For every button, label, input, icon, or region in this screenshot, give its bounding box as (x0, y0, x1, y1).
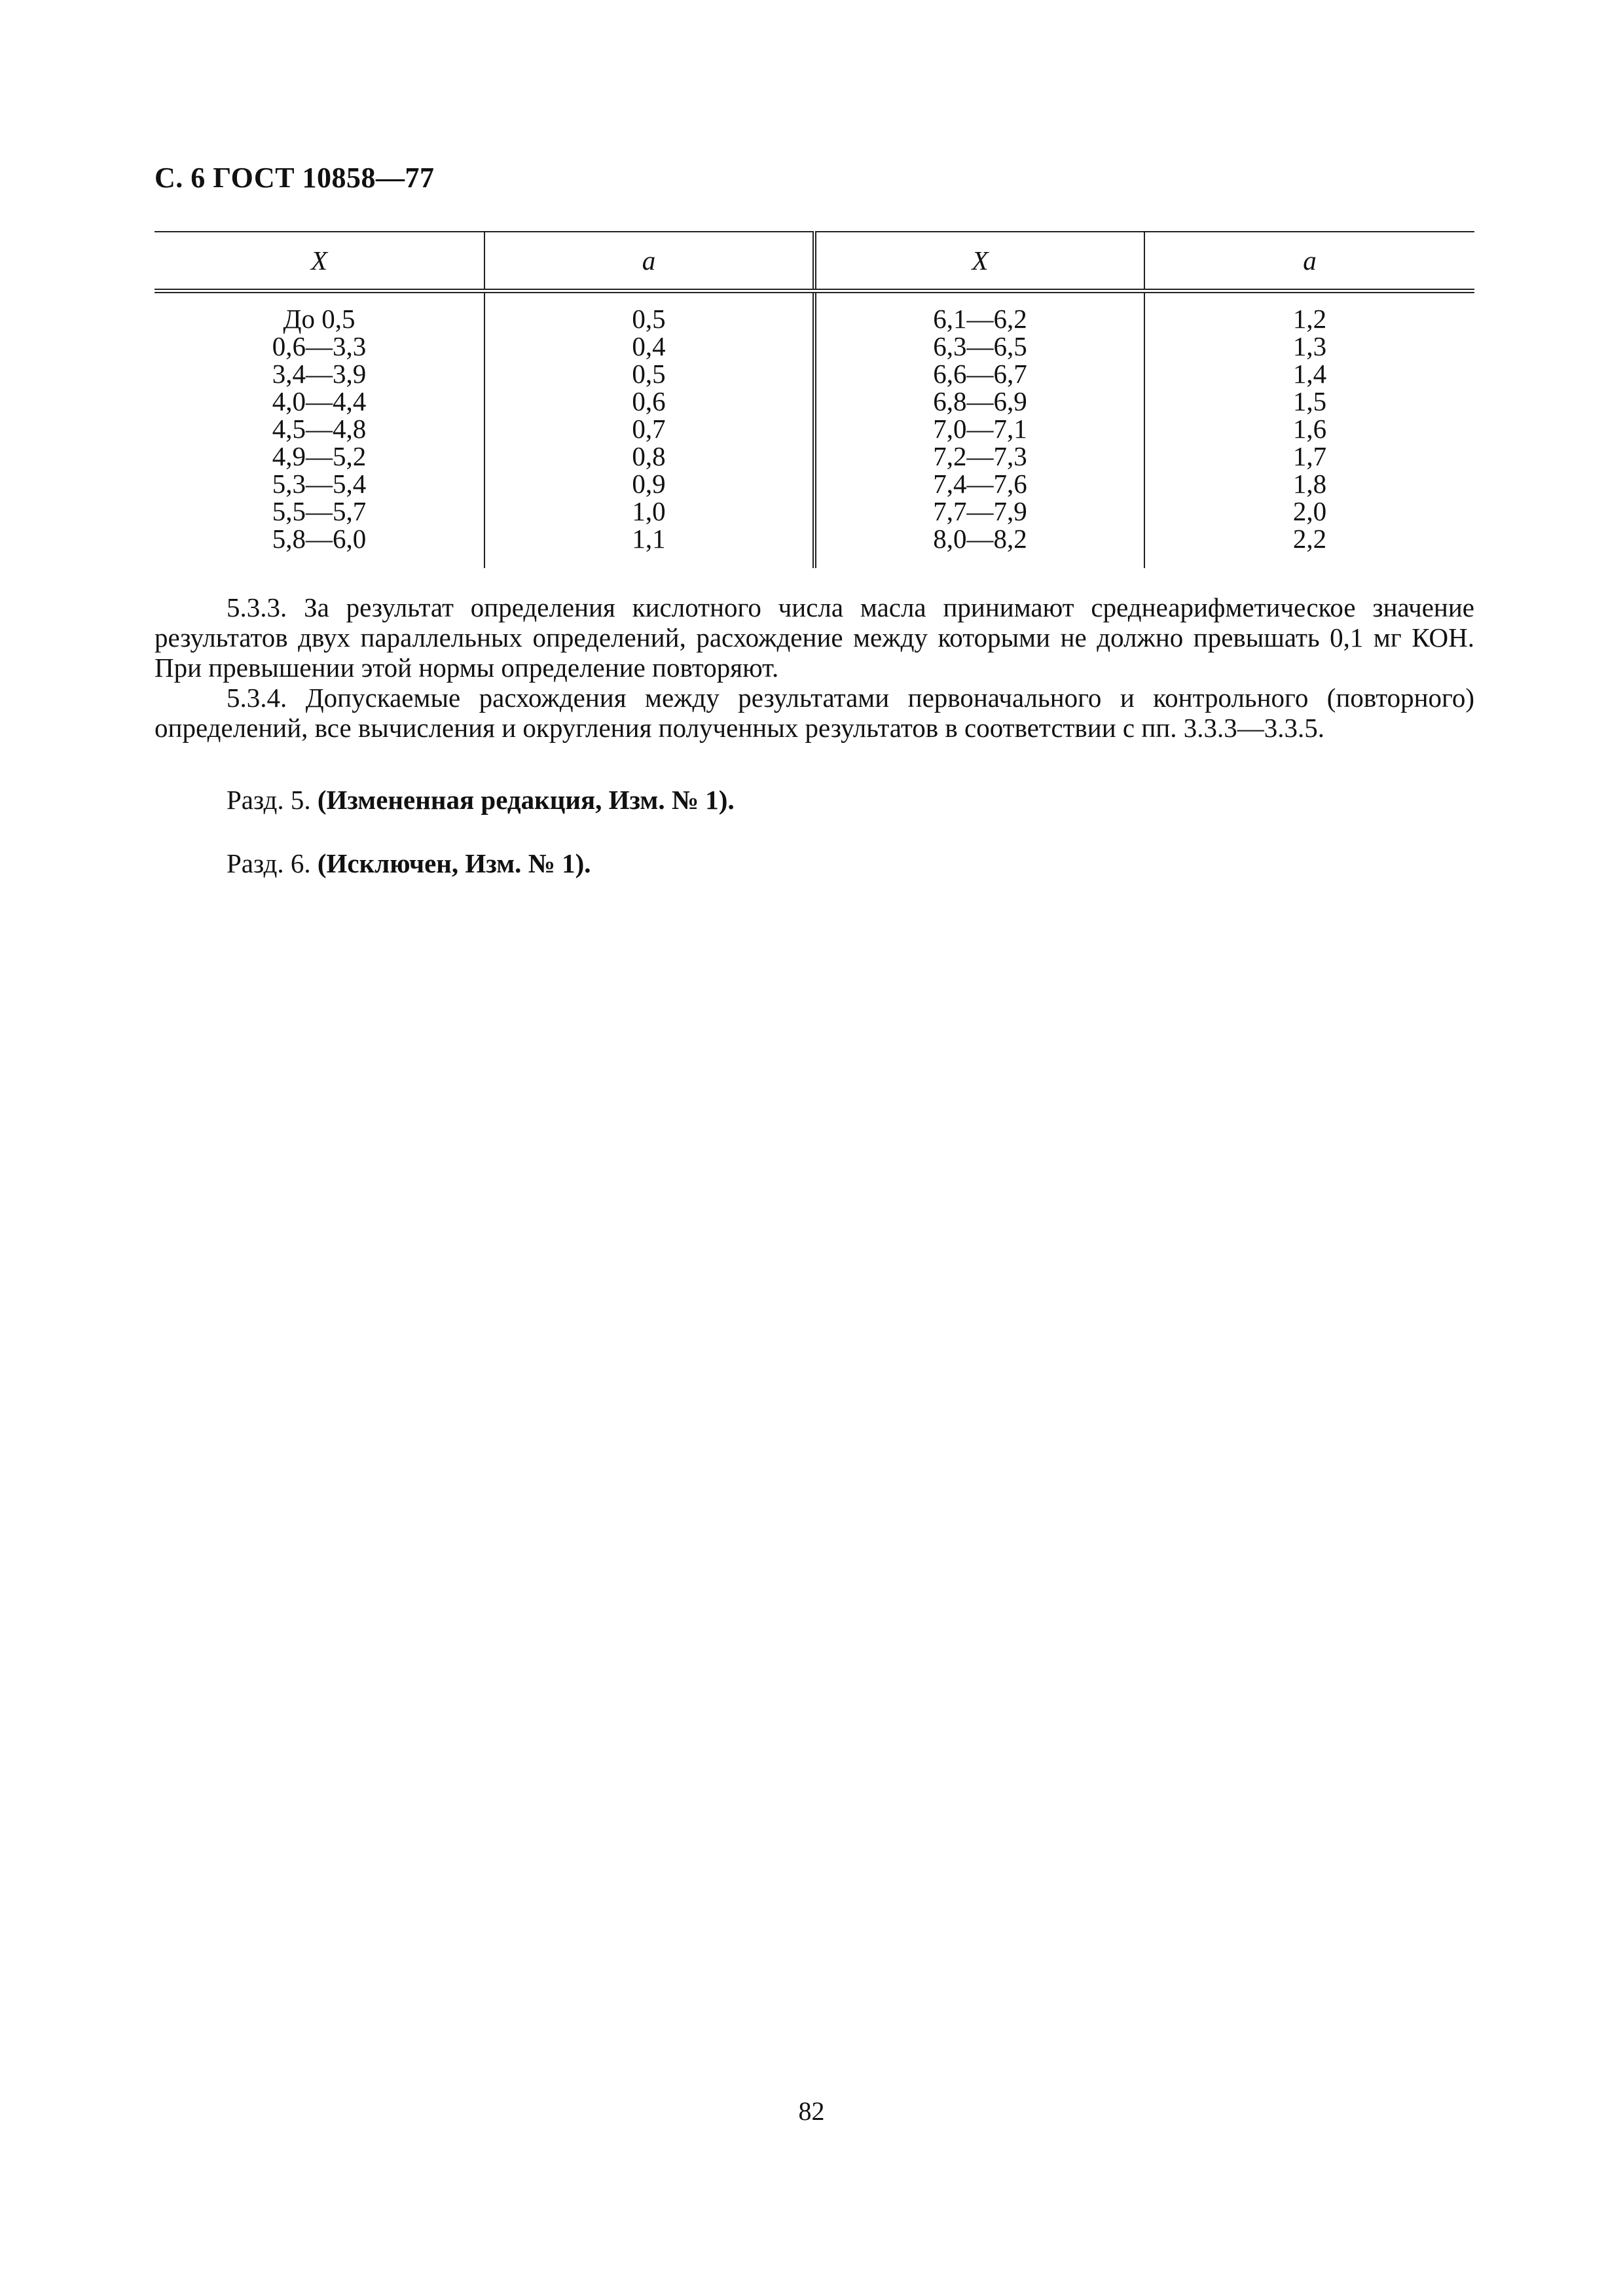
table-cell: 1,4 (1292, 359, 1327, 389)
table-cell: 5,5—5,7 (155, 497, 484, 525)
table-cell: 1,6 (1292, 414, 1327, 444)
table-header-row (155, 232, 1474, 291)
table-cell: 4,9—5,2 (155, 442, 484, 470)
amendment-note-section-5 (227, 784, 735, 816)
table-cell: 7,7—7,9 (814, 497, 1144, 525)
table-cell: 1,8 (1292, 469, 1327, 499)
table-cell: 8,0—8,2 (814, 525, 1144, 568)
table-cell: 6,1—6,2 (814, 291, 1144, 333)
table-cell: 7,2—7,3 (814, 442, 1144, 470)
table-cell: 0,6—3,3 (155, 332, 484, 360)
column-header-a: a (484, 232, 814, 291)
note-bold-text: (Измененная редакция, Изм. № 1). (317, 785, 735, 815)
table-cell: 0,5 (484, 291, 814, 333)
table-cell: 0,6 (484, 387, 814, 415)
column-header-x: X (155, 232, 484, 291)
table-cell: 1,5 (1292, 386, 1327, 416)
table-cell: 0,7 (484, 415, 814, 442)
note-bold-text: (Исключен, Изм. № 1). (317, 848, 591, 878)
table-cell: 6,3—6,5 (814, 332, 1144, 360)
table-cell: 0,9 (484, 470, 814, 497)
values-table-container (155, 231, 1474, 568)
table-cell: 6,8—6,9 (814, 387, 1144, 415)
body-text (155, 592, 1474, 743)
table-row (155, 525, 1474, 568)
paragraph-5-3-4: 5.3.4. Допускаемые расхождения между результатами первоначального и контрольного (повторного) определений, все вычисления и округления полученных результатов в соответствии с пп. 3.3.3—3.3.5. (155, 683, 1474, 743)
table-cell: 2,0 (1292, 496, 1327, 526)
table-row (155, 291, 1474, 333)
note-prefix: Разд. 6. (227, 848, 311, 878)
values-table (155, 231, 1474, 568)
table-cell: 7,0—7,1 (814, 415, 1144, 442)
table-cell: До 0,5 (155, 291, 484, 333)
table-row (155, 497, 1474, 525)
table-cell: 5,8—6,0 (155, 525, 484, 568)
table-row (155, 470, 1474, 497)
table-row (155, 415, 1474, 442)
column-header-x: X (814, 232, 1144, 291)
table-cell: 7,4—7,6 (814, 470, 1144, 497)
table-cell: 0,5 (484, 360, 814, 387)
table-cell: 5,3—5,4 (155, 470, 484, 497)
table-cell: 3,4—3,9 (155, 360, 484, 387)
table-cell: 0,4 (484, 332, 814, 360)
table-cell: 1,0 (484, 497, 814, 525)
paragraph-5-3-3: 5.3.3. За результат определения кислотного числа масла принимают среднеарифметическое значение результатов двух параллельных определений, расхождение между которыми не должно превышать 0,1 мг КОН. При превышении этой нормы определение повторяют. (155, 592, 1474, 683)
amendment-note-section-6 (227, 848, 591, 879)
note-prefix: Разд. 5. (227, 785, 311, 815)
table-row (155, 332, 1474, 360)
table-cell: 6,6—6,7 (814, 360, 1144, 387)
column-header-a: a (1144, 232, 1474, 291)
page-number: 82 (798, 2096, 825, 2126)
table-cell: 1,3 (1292, 331, 1327, 361)
table-row (155, 387, 1474, 415)
table-cell: 1,7 (1292, 441, 1327, 471)
table-row (155, 442, 1474, 470)
table-cell: 2,2 (1292, 524, 1327, 554)
table-cell: 1,1 (484, 525, 814, 568)
table-cell: 4,0—4,4 (155, 387, 484, 415)
table-cell: 4,5—4,8 (155, 415, 484, 442)
table-cell: 1,2 (1292, 304, 1327, 334)
table-cell: 0,8 (484, 442, 814, 470)
page-header: С. 6 ГОСТ 10858—77 (155, 162, 435, 194)
table-row (155, 360, 1474, 387)
